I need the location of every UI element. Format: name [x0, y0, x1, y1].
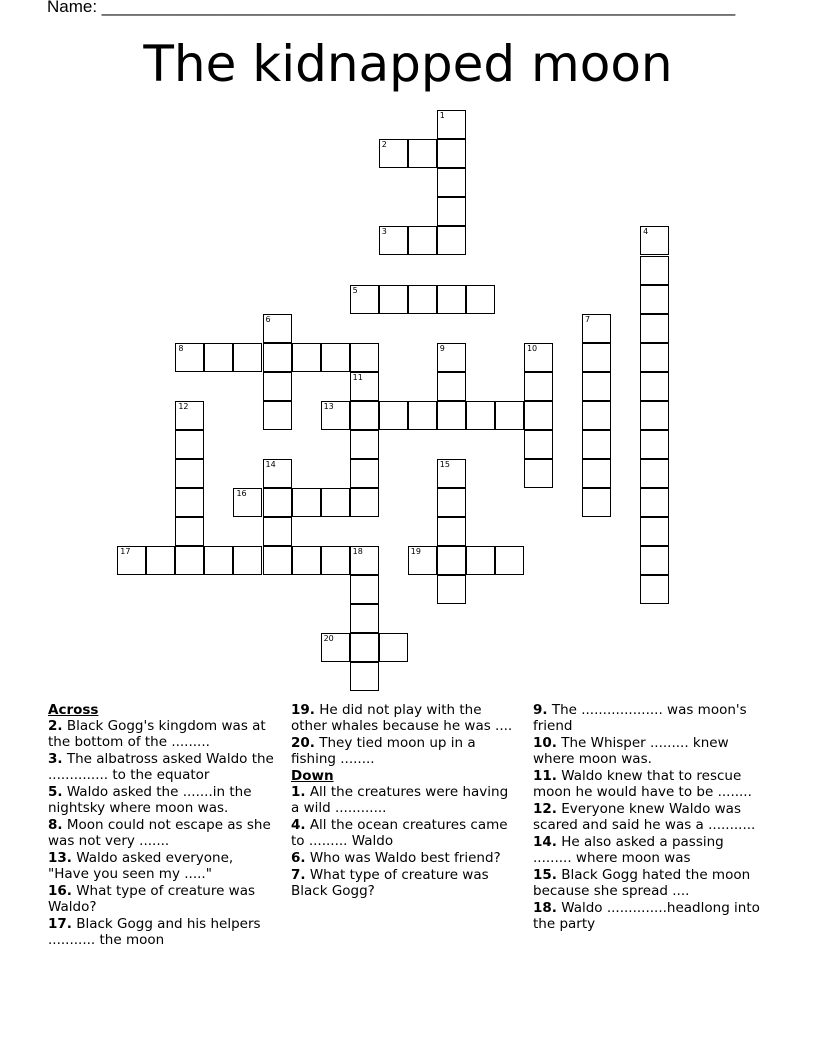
grid-cell[interactable] [582, 459, 611, 488]
clue-num: 11. [533, 768, 557, 784]
clue-num: 14. [533, 834, 557, 850]
clue-num: 18. [533, 900, 557, 916]
clue-num: 17. [48, 916, 72, 932]
clue-item [48, 751, 276, 783]
grid-cell[interactable] [437, 285, 466, 314]
grid-cell[interactable] [582, 372, 611, 401]
clue-num: 1. [291, 784, 306, 800]
clue-number: 17 [120, 547, 131, 556]
grid-cell[interactable] [175, 488, 204, 517]
grid-cell[interactable] [640, 314, 669, 343]
clue-text: Waldo knew that to rescue moon he would have to be ........ [533, 768, 752, 800]
clue-text: Waldo ..............headlong into the party [533, 900, 760, 932]
clue-item [533, 735, 765, 767]
clue-text: He also asked a passing ......... where moon was [533, 834, 724, 866]
grid-cell[interactable] [408, 139, 437, 168]
grid-cell[interactable] [495, 401, 524, 430]
clue-number: 8 [178, 343, 184, 353]
clue-item [291, 735, 513, 767]
clue-item [291, 784, 513, 816]
grid-cell[interactable] [263, 546, 292, 575]
clue-num: 10. [533, 735, 557, 751]
clue-num: 15. [533, 867, 557, 883]
grid-cell[interactable] [321, 488, 350, 517]
grid-cell[interactable] [321, 633, 350, 662]
grid-cell[interactable] [146, 546, 175, 575]
clue-num: 9. [533, 702, 548, 718]
grid-cell[interactable] [524, 372, 553, 401]
grid-cell[interactable] [350, 488, 379, 517]
clue-number: 13 [323, 401, 334, 411]
clue-text: Waldo asked the .......in the nightsky where moon was. [48, 784, 252, 816]
grid-cell[interactable] [640, 226, 669, 255]
clue-item [533, 702, 765, 734]
clue-num: 6. [291, 850, 306, 866]
grid-cell[interactable] [466, 401, 495, 430]
clue-text: The albatross asked Waldo the .............. to the equator [48, 751, 274, 783]
clue-num: 19. [291, 702, 315, 718]
grid-cell[interactable] [582, 343, 611, 372]
clue-item [48, 718, 276, 750]
grid-cell[interactable] [350, 372, 379, 401]
grid-cell[interactable] [640, 372, 669, 401]
grid-cell[interactable] [437, 546, 466, 575]
clue-item [48, 850, 276, 882]
grid-cell[interactable] [582, 401, 611, 430]
grid-cell[interactable] [175, 343, 204, 372]
clue-number: 2 [381, 140, 387, 150]
clue-item [533, 834, 765, 866]
grid-cell[interactable] [582, 430, 611, 459]
clue-item [48, 784, 276, 816]
grid-cell[interactable] [437, 343, 466, 372]
grid-cell[interactable] [640, 575, 669, 604]
grid-cell[interactable] [263, 488, 292, 517]
grid-cell[interactable] [292, 488, 321, 517]
clue-text: Moon could not escape as she was not very ....... [48, 817, 271, 849]
grid-cell[interactable] [640, 256, 669, 285]
grid-cell[interactable] [292, 343, 321, 372]
clue-num: 2. [48, 718, 63, 734]
grid-cell[interactable] [495, 546, 524, 575]
clue-item [48, 817, 276, 849]
clue-text: Black Gogg's kingdom was at the bottom of the ......... [48, 718, 266, 750]
grid-cell[interactable] [175, 401, 204, 430]
grid-cell[interactable] [350, 575, 379, 604]
grid-cell[interactable] [437, 517, 466, 546]
clue-number: 12 [178, 401, 189, 411]
clue-number: 10 [526, 343, 538, 353]
grid-cell[interactable] [175, 517, 204, 546]
grid-cell[interactable] [640, 401, 669, 430]
clue-number: 5 [352, 285, 358, 295]
grid-cell[interactable] [408, 226, 437, 255]
clue-number: 18 [352, 547, 363, 556]
clue-num: 5. [48, 784, 63, 800]
across-heading: Across [48, 702, 99, 718]
middle-clues-column [291, 702, 513, 900]
clue-item [48, 916, 276, 948]
grid-cell[interactable] [437, 110, 466, 139]
right-clues-column [533, 702, 765, 933]
grid-cell[interactable] [437, 168, 466, 197]
clue-item [291, 850, 513, 866]
clue-number: 20 [323, 634, 334, 644]
clue-number: 9 [439, 343, 445, 353]
clue-text: All the ocean creatures came to ......... Waldo [291, 817, 508, 849]
grid-cell[interactable] [350, 285, 379, 314]
clue-item [291, 867, 513, 899]
clue-number: 1 [439, 111, 445, 121]
clue-text: The ................... was moon's friend [533, 702, 747, 734]
grid-cell[interactable] [408, 546, 437, 575]
clue-num: 8. [48, 817, 63, 833]
grid-cell[interactable] [350, 430, 379, 459]
grid-cell[interactable] [379, 285, 408, 314]
clue-num: 7. [291, 867, 306, 883]
clue-item [533, 900, 765, 932]
grid-cell[interactable] [640, 459, 669, 488]
grid-cell[interactable] [437, 139, 466, 168]
grid-cell[interactable] [437, 372, 466, 401]
clue-item [533, 801, 765, 833]
grid-cell[interactable] [582, 314, 611, 343]
grid-cell[interactable] [350, 459, 379, 488]
down-heading: Down [291, 768, 334, 784]
clue-item [291, 702, 513, 734]
clue-text: Black Gogg hated the moon because she spread .... [533, 867, 751, 899]
clue-text: All the creatures were having a wild ............ [291, 784, 509, 816]
grid-cell[interactable] [263, 372, 292, 401]
grid-cell[interactable] [524, 430, 553, 459]
grid-cell[interactable] [524, 401, 553, 430]
grid-cell[interactable] [640, 285, 669, 314]
clue-text: He did not play with the other whales because he was .... [291, 702, 513, 734]
grid-cell[interactable] [379, 401, 408, 430]
grid-cell[interactable] [350, 604, 379, 633]
grid-cell[interactable] [437, 226, 466, 255]
grid-cell[interactable] [524, 343, 553, 372]
clue-number: 14 [265, 459, 276, 469]
clue-number: 16 [236, 488, 247, 498]
clue-number: 6 [265, 314, 271, 324]
grid-cell[interactable] [379, 139, 408, 168]
grid-cell[interactable] [321, 401, 350, 430]
grid-cell[interactable] [175, 430, 204, 459]
clue-number: 15 [439, 459, 450, 469]
clue-num: 4. [291, 817, 306, 833]
clue-number: 3 [381, 227, 387, 237]
grid-cell[interactable] [350, 633, 379, 662]
clue-item [291, 817, 513, 849]
grid-cell[interactable] [524, 459, 553, 488]
grid-cell[interactable] [466, 546, 495, 575]
grid-cell[interactable] [437, 488, 466, 517]
grid-cell[interactable] [437, 459, 466, 488]
grid-cell[interactable] [233, 546, 262, 575]
grid-cell[interactable] [204, 546, 233, 575]
clue-num: 16. [48, 883, 72, 899]
grid-cell[interactable] [582, 488, 611, 517]
clue-text: What type of creature was Waldo? [48, 883, 256, 915]
grid-cell[interactable] [408, 285, 437, 314]
grid-cell[interactable] [263, 343, 292, 372]
grid-cell[interactable] [437, 575, 466, 604]
clue-text: They tied moon up in a fishing ........ [291, 735, 476, 767]
grid-cell[interactable] [350, 343, 379, 372]
grid-cell[interactable] [175, 546, 204, 575]
grid-cell[interactable] [466, 285, 495, 314]
grid-cell[interactable] [350, 546, 379, 575]
clue-num: 20. [291, 735, 315, 751]
clue-item [533, 768, 765, 800]
clue-number: 7 [585, 314, 591, 324]
clue-item [533, 867, 765, 899]
grid-cell[interactable] [640, 517, 669, 546]
grid-cell[interactable] [233, 343, 262, 372]
name-line[interactable]: Name: ___________________________________________________________________ [47, 0, 736, 16]
grid-cell[interactable] [640, 343, 669, 372]
clue-text: Waldo asked everyone, "Have you seen my ....." [48, 850, 234, 882]
grid-cell[interactable] [263, 401, 292, 430]
page-title: The kidnapped moon [143, 35, 673, 93]
clue-text: Who was Waldo best friend? [305, 850, 501, 866]
grid-cell[interactable] [204, 343, 233, 372]
clue-item [48, 883, 276, 915]
clue-num: 3. [48, 751, 63, 767]
clue-number: 11 [352, 372, 363, 382]
grid-cell[interactable] [321, 546, 350, 575]
clue-number: 4 [643, 227, 649, 237]
clue-number: 19 [410, 547, 421, 556]
grid-cell[interactable] [437, 401, 466, 430]
grid-cell[interactable] [263, 314, 292, 343]
grid-cell[interactable] [640, 430, 669, 459]
grid-cell[interactable] [292, 546, 321, 575]
grid-cell[interactable] [263, 459, 292, 488]
clue-num: 13. [48, 850, 72, 866]
clue-text: Everyone knew Waldo was scared and said he was a ........... [533, 801, 756, 833]
clue-text: Black Gogg and his helpers ........... the moon [48, 916, 261, 948]
grid-cell[interactable] [321, 343, 350, 372]
grid-cell[interactable] [263, 517, 292, 546]
clue-num: 12. [533, 801, 557, 817]
grid-cell[interactable] [640, 488, 669, 517]
grid-cell[interactable] [640, 546, 669, 575]
across-clues-column [48, 702, 276, 949]
grid-cell[interactable] [437, 197, 466, 226]
grid-cell[interactable] [379, 633, 408, 662]
grid-cell[interactable] [233, 488, 262, 517]
grid-cell[interactable] [350, 401, 379, 430]
grid-cell[interactable] [175, 459, 204, 488]
clue-text: The Whisper ......... knew where moon was. [533, 735, 729, 767]
grid-cell[interactable] [117, 546, 146, 575]
grid-cell[interactable] [408, 401, 437, 430]
grid-cell[interactable] [350, 662, 379, 691]
clue-text: What type of creature was Black Gogg? [291, 867, 489, 899]
grid-cell[interactable] [379, 226, 408, 255]
